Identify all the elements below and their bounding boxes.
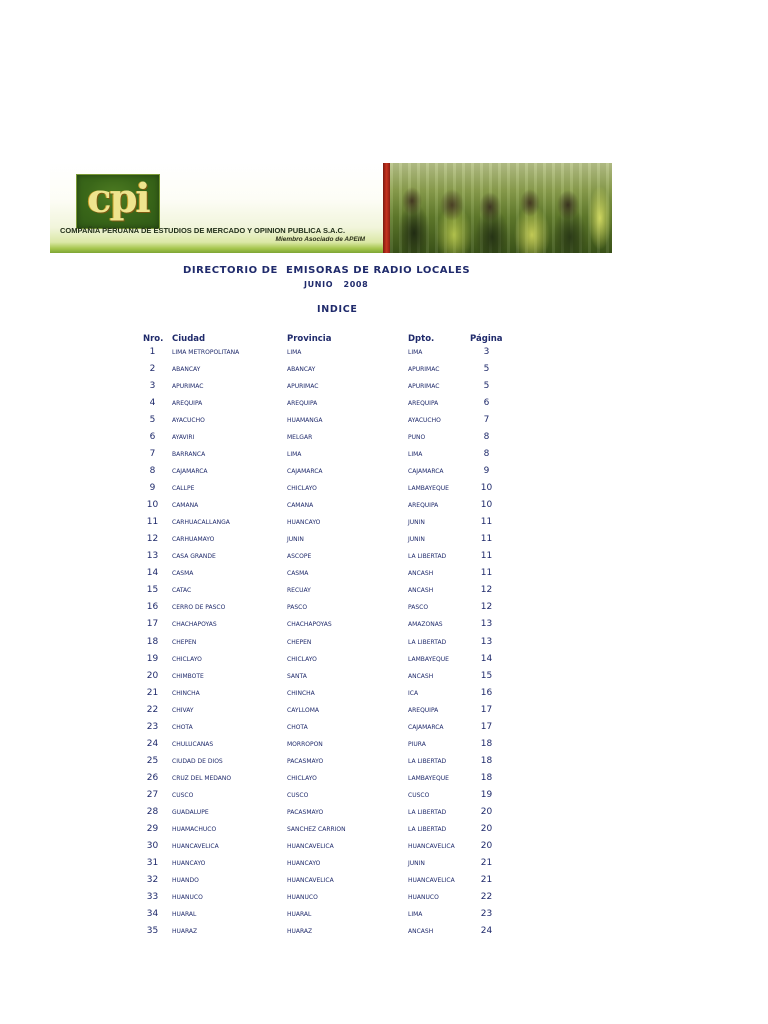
table-row (0, 514, 768, 531)
cell-ciudad: HUANCAYO (172, 859, 206, 867)
cell-pagina: 8 (483, 432, 490, 443)
cell-nro: 24 (146, 738, 159, 749)
table-row (0, 395, 768, 412)
column-header-nro: Nro. (143, 334, 164, 344)
cell-pagina: 13 (480, 636, 493, 647)
cpi-logo (76, 174, 160, 229)
cell-provincia: SANCHEZ CARRION (287, 825, 346, 833)
cell-dpto: APURIMAC (408, 366, 440, 374)
table-row (0, 634, 768, 651)
banner-logo-area (50, 163, 383, 253)
cell-ciudad: HUANUCO (172, 893, 203, 901)
cell-pagina: 10 (480, 483, 493, 494)
table-row (0, 855, 768, 872)
cell-ciudad: CHINCHA (172, 689, 200, 697)
cell-dpto: AYACUCHO (408, 417, 441, 425)
table-row (0, 378, 768, 395)
cell-nro: 25 (146, 755, 159, 766)
cell-dpto: JUNIN (408, 519, 425, 527)
cell-provincia: PACASMAYO (287, 808, 324, 816)
cell-dpto: LIMA (408, 349, 423, 356)
cell-provincia: PASCO (287, 604, 308, 612)
cell-ciudad: AYACUCHO (172, 417, 205, 425)
cell-pagina: 17 (480, 704, 493, 715)
table-row (0, 651, 768, 668)
cell-pagina: 3 (483, 347, 490, 357)
table-row (0, 412, 768, 429)
cell-dpto: APURIMAC (408, 383, 440, 391)
cell-provincia: LIMA (287, 451, 302, 459)
cell-provincia: HUARAL (287, 910, 312, 918)
cell-dpto: ANCASH (408, 587, 434, 595)
cell-pagina: 16 (480, 687, 493, 698)
table-row (0, 821, 768, 838)
column-header-pagina: Página (470, 334, 503, 344)
cell-dpto: LAMBAYEQUE (408, 774, 449, 782)
cell-ciudad: CHACHAPOYAS (172, 621, 217, 629)
cell-pagina: 7 (483, 415, 490, 426)
cell-ciudad: CHULUCANAS (172, 740, 214, 748)
cell-provincia: AREQUIPA (287, 400, 318, 408)
company-name: COMPAÑIA PERUANA DE ESTUDIOS DE MERCADO Y OPINION PUBLICA S.A.C. (60, 226, 346, 235)
cell-dpto: HUANCAVELICA (408, 876, 455, 884)
cell-pagina: 15 (480, 670, 493, 681)
header-banner (50, 163, 612, 253)
cell-pagina: 8 (483, 449, 490, 460)
cell-provincia: ASCOPE (287, 553, 312, 561)
cell-ciudad: CHIMBOTE (172, 672, 204, 680)
table-row (0, 736, 768, 753)
cell-provincia: LIMA (287, 349, 302, 356)
cell-ciudad: LIMA METROPOLITANA (172, 349, 240, 356)
cell-dpto: HUANCAVELICA (408, 842, 455, 850)
cell-ciudad: HUANDO (172, 876, 199, 884)
cell-ciudad: CHOTA (172, 723, 193, 731)
cell-dpto: JUNIN (408, 536, 425, 544)
cell-dpto: LAMBAYEQUE (408, 485, 449, 493)
cell-nro: 21 (146, 687, 159, 698)
cell-nro: 9 (149, 483, 156, 494)
cell-dpto: JUNIN (408, 859, 425, 867)
cell-dpto: AREQUIPA (408, 400, 439, 408)
table-row (0, 838, 768, 855)
cell-pagina: 17 (480, 721, 493, 732)
cell-dpto: LA LIBERTAD (408, 757, 447, 765)
cell-pagina: 11 (480, 568, 493, 579)
cell-ciudad: CUSCO (172, 791, 194, 799)
cell-ciudad: HUAMACHUCO (172, 825, 217, 833)
cell-nro: 18 (146, 636, 159, 647)
cell-pagina: 20 (480, 840, 493, 851)
cell-provincia: MORROPON (287, 740, 323, 748)
cell-nro: 33 (146, 891, 159, 902)
cell-provincia: APURIMAC (287, 383, 319, 391)
cell-ciudad: CATAC (172, 587, 192, 595)
cell-dpto: LAMBAYEQUE (408, 655, 449, 663)
cell-dpto: ANCASH (408, 570, 434, 578)
cell-pagina: 13 (480, 619, 493, 630)
cell-provincia: JUNIN (287, 536, 304, 544)
cell-ciudad: CAJAMARCA (172, 468, 208, 476)
cell-nro: 20 (146, 670, 159, 681)
cell-nro: 5 (149, 415, 156, 426)
cell-dpto: CAJAMARCA (408, 468, 444, 476)
cell-nro: 1 (149, 347, 156, 357)
cell-dpto: AMAZONAS (408, 621, 443, 629)
table-row (0, 889, 768, 906)
table-row (0, 923, 768, 940)
cell-nro: 23 (146, 721, 159, 732)
table-row (0, 531, 768, 548)
cell-dpto: ICA (408, 689, 419, 697)
table-row (0, 344, 768, 361)
cell-dpto: LIMA (408, 910, 423, 918)
cell-nro: 8 (149, 466, 156, 477)
table-row (0, 719, 768, 736)
cell-provincia: HUARAZ (287, 928, 313, 936)
cell-pagina: 9 (483, 466, 490, 477)
cell-nro: 28 (146, 806, 159, 817)
cell-provincia: HUAMANGA (287, 417, 323, 425)
table-row (0, 787, 768, 804)
table-row (0, 446, 768, 463)
table-row (0, 906, 768, 923)
cell-provincia: CUSCO (287, 791, 309, 799)
table-row (0, 616, 768, 633)
cell-provincia: ABANCAY (287, 366, 316, 374)
column-header-dpto: Dpto. (408, 334, 435, 344)
cell-ciudad: CAMANA (172, 502, 199, 510)
cell-nro: 16 (146, 602, 159, 613)
cell-nro: 13 (146, 551, 159, 562)
cell-pagina: 24 (480, 926, 493, 937)
cell-pagina: 22 (480, 891, 493, 902)
cell-pagina: 12 (480, 602, 493, 613)
table-row (0, 753, 768, 770)
cell-ciudad: BARRANCA (172, 451, 206, 459)
cell-ciudad: HUANCAVELICA (172, 842, 219, 850)
cell-pagina: 14 (480, 653, 493, 664)
cell-provincia: CAJAMARCA (287, 468, 323, 476)
cell-dpto: LA LIBERTAD (408, 553, 447, 561)
cell-ciudad: GUADALUPE (172, 808, 209, 816)
cell-nro: 11 (146, 517, 159, 528)
cell-nro: 15 (146, 585, 159, 596)
cell-provincia: CASMA (287, 570, 309, 578)
cell-dpto: ANCASH (408, 928, 434, 936)
cell-ciudad: CRUZ DEL MEDANO (172, 774, 232, 782)
cell-nro: 6 (149, 432, 156, 443)
cell-ciudad: CARHUACALLANGA (172, 519, 230, 527)
cell-provincia: CHICLAYO (287, 485, 317, 493)
cell-provincia: PACASMAYO (287, 757, 324, 765)
cell-nro: 12 (146, 534, 159, 545)
cell-pagina: 12 (480, 585, 493, 596)
cell-provincia: HUANCAYO (287, 519, 321, 527)
cell-nro: 32 (146, 874, 159, 885)
cell-ciudad: CARHUAMAYO (172, 536, 215, 544)
cell-pagina: 11 (480, 517, 493, 528)
cell-dpto: PUNO (408, 434, 426, 442)
cell-dpto: PASCO (408, 604, 429, 612)
section-title: INDICE (317, 304, 358, 315)
cell-ciudad: CALLPE (172, 485, 195, 493)
cell-dpto: PIURA (408, 740, 426, 748)
cell-provincia: HUANCAYO (287, 859, 321, 867)
cell-ciudad: CERRO DE PASCO (172, 604, 226, 612)
cell-dpto: LA LIBERTAD (408, 638, 447, 646)
cell-nro: 3 (149, 381, 156, 392)
member-text: Miembro Asociado de APEIM (275, 236, 365, 243)
cell-provincia: CAYLLOMA (287, 706, 319, 714)
column-header-provincia: Provincia (287, 334, 332, 344)
table-row (0, 702, 768, 719)
cell-dpto: LIMA (408, 451, 423, 459)
cell-pagina: 21 (480, 857, 493, 868)
cell-ciudad: CHEPEN (172, 638, 197, 646)
cell-dpto: AREQUIPA (408, 502, 439, 510)
cell-ciudad: CHIVAY (172, 706, 194, 714)
cell-pagina: 21 (480, 874, 493, 885)
cell-nro: 31 (146, 857, 159, 868)
cell-nro: 14 (146, 568, 159, 579)
cell-nro: 34 (146, 908, 159, 919)
cell-nro: 30 (146, 840, 159, 851)
cell-pagina: 11 (480, 551, 493, 562)
column-header-ciudad: Ciudad (172, 334, 206, 344)
cell-provincia: CHINCHA (287, 689, 315, 697)
cell-provincia: HUANCAVELICA (287, 842, 334, 850)
cell-nro: 26 (146, 772, 159, 783)
cell-ciudad: CASA GRANDE (172, 553, 216, 561)
cell-dpto: CUSCO (408, 791, 430, 799)
cell-pagina: 20 (480, 806, 493, 817)
cell-nro: 35 (146, 926, 159, 937)
table-row (0, 804, 768, 821)
cell-provincia: HUANCAVELICA (287, 876, 334, 884)
cell-ciudad: APURIMAC (172, 383, 204, 391)
cell-provincia: SANTA (287, 672, 307, 680)
table-row (0, 548, 768, 565)
cell-nro: 29 (146, 823, 159, 834)
table-row (0, 480, 768, 497)
cell-nro: 2 (149, 364, 156, 375)
cell-ciudad: AREQUIPA (172, 400, 203, 408)
cell-provincia: CHICLAYO (287, 655, 317, 663)
document-date: JUNIO 2008 (304, 280, 369, 289)
cell-ciudad: CHICLAYO (172, 655, 202, 663)
cell-pagina: 19 (480, 789, 493, 800)
cell-pagina: 18 (480, 755, 493, 766)
table-row (0, 497, 768, 514)
cell-dpto: CAJAMARCA (408, 723, 444, 731)
table-row (0, 463, 768, 480)
table-row (0, 668, 768, 685)
cell-pagina: 18 (480, 772, 493, 783)
table-row (0, 872, 768, 889)
cell-provincia: RECUAY (287, 587, 311, 595)
cell-dpto: ANCASH (408, 672, 434, 680)
table-row (0, 770, 768, 787)
cell-pagina: 6 (483, 398, 490, 409)
cell-dpto: AREQUIPA (408, 706, 439, 714)
cell-ciudad: CASMA (172, 570, 194, 578)
cell-nro: 17 (146, 619, 159, 630)
cell-ciudad: HUARAL (172, 910, 197, 918)
cell-ciudad: CIUDAD DE DIOS (172, 757, 223, 765)
cell-dpto: LA LIBERTAD (408, 825, 447, 833)
cell-nro: 10 (146, 500, 159, 511)
table-row (0, 685, 768, 702)
cell-pagina: 23 (480, 908, 493, 919)
cell-nro: 22 (146, 704, 159, 715)
cell-nro: 19 (146, 653, 159, 664)
cell-ciudad: AYAVIRI (172, 434, 195, 442)
document-title: DIRECTORIO DE EMISORAS DE RADIO LOCALES (183, 265, 471, 276)
table-row (0, 565, 768, 582)
cell-provincia: CAMANA (287, 502, 314, 510)
cell-ciudad: HUARAZ (172, 928, 198, 936)
cell-provincia: CHACHAPOYAS (287, 621, 332, 629)
cell-dpto: LA LIBERTAD (408, 808, 447, 816)
cell-nro: 4 (149, 398, 156, 409)
cell-provincia: CHOTA (287, 723, 308, 731)
table-row (0, 599, 768, 616)
cell-pagina: 11 (480, 534, 493, 545)
cell-pagina: 10 (480, 500, 493, 511)
banner-divider (383, 163, 390, 253)
cell-provincia: CHEPEN (287, 638, 312, 646)
cell-pagina: 5 (483, 381, 490, 392)
cell-pagina: 20 (480, 823, 493, 834)
cell-dpto: HUANUCO (408, 893, 439, 901)
logo-text: cpi (87, 175, 149, 222)
table-row (0, 429, 768, 446)
cell-nro: 27 (146, 789, 159, 800)
table-row (0, 361, 768, 378)
table-row (0, 582, 768, 599)
cell-provincia: CHICLAYO (287, 774, 317, 782)
cell-nro: 7 (149, 449, 156, 460)
cell-ciudad: ABANCAY (172, 366, 201, 374)
cell-provincia: MELGAR (287, 434, 313, 442)
cell-pagina: 18 (480, 738, 493, 749)
cell-provincia: HUANUCO (287, 893, 318, 901)
banner-photo (390, 163, 612, 253)
cell-pagina: 5 (483, 364, 490, 375)
